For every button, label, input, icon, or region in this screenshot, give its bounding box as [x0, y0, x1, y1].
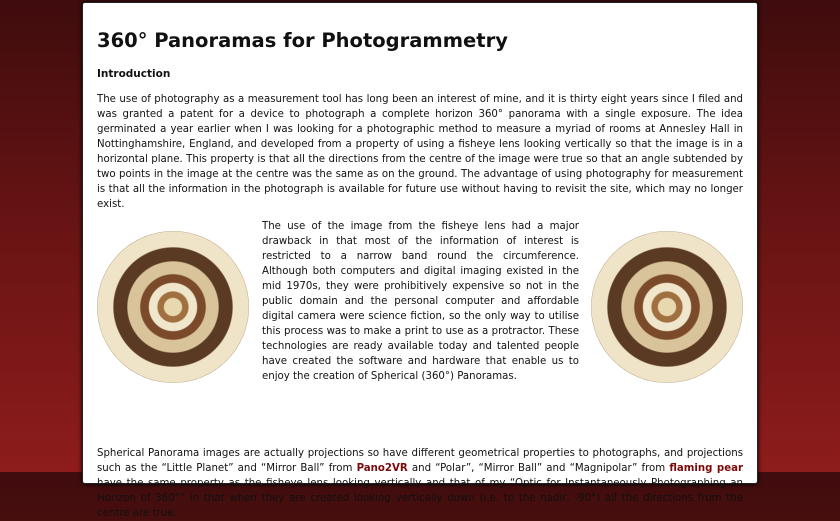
page-title: 360° Panoramas for Photogrammetry: [97, 29, 508, 52]
intro-heading: Introduction: [97, 68, 171, 80]
intro-paragraph: The use of photography as a measurement tool has long been an interest of mine, and it is thirty eight years since I filed and was granted a patent for a device to photograph a complete horizon 360° panorama with a single exposure. The idea germinated a year earlier when I was looking for a photographic method to measure a myriad of rooms at Annesley Hall in Nottinghamshire, England, and developed from a property of using a fisheye lens looking vertically so that the image is in a horizontal plane. This property is that all the directions from the centre of the image were true so that an angle subtended by two points in the image at the centre was the same as on the ground. The advantage of using photography for measurement is that all the information in the photograph is available for future use without having to revisit the site, which may no longer exist.: [97, 94, 743, 210]
content-panel: [82, 2, 758, 519]
flaming-pear-link[interactable]: flaming pear: [669, 463, 743, 474]
pano2vr-link[interactable]: Pano2VR: [356, 463, 408, 474]
projection-paragraph: [97, 446, 743, 521]
fisheye-paragraph: The use of the image from the fisheye lens had a major drawback in that most of the information of interest is restricted to a narrow band round the circumference. Although both computers and digital imaging existed in the mid 1970s, they were prohibitively expensive so not in the public domain and the personal computer and affordable digital camera were science fiction, so the only way to utilise this process was to make a print to use as a protractor. These technologies are ready available today and talented people have created the software and hardware that enable us to enjoy the creation of Spherical (360°) Panoramas.: [262, 221, 579, 382]
text: have the same property as the fisheye lens looking vertically and that of my “Optic for Instantaneously Photographing an Horizon of 360°” in that when they are created looking vertically down (i.e. to the nadir, -90°) all the directions from the centre are true.: [97, 478, 743, 519]
text: Spherical Panorama images are actually projections so have different geometrical properties to photographs, and projections such as the “Little Planet” and “Mirror Ball” from: [97, 448, 743, 474]
fisheye-image-left: [97, 231, 249, 383]
fisheye-section: [97, 219, 743, 409]
fisheye-image-right: [591, 231, 743, 383]
text: and “Polar”, “Mirror Ball” and “Magnipolar” from: [407, 463, 670, 474]
